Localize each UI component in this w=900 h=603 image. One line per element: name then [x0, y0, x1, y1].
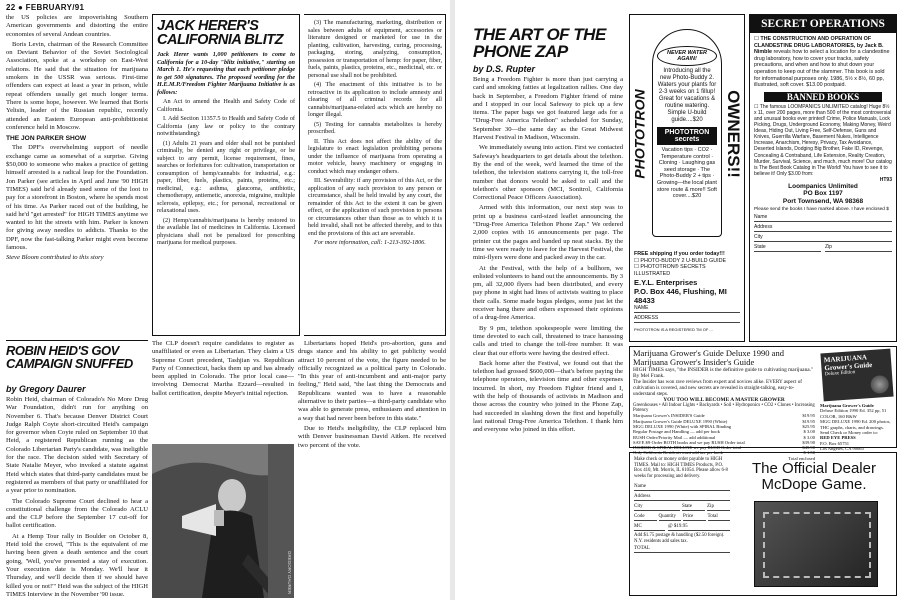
phototron-brand: PHOTOTRON — [632, 89, 649, 179]
growers-guide-ad — [629, 346, 897, 461]
phonezap-headline: THE ART OF THE PHONE ZAP — [473, 25, 606, 61]
price-value: $19.95 — [802, 418, 815, 424]
send-to: Send Check or Money order to: — [820, 430, 879, 436]
col1-paragraph: The DPF's overwhelming support of needle exchange came as somewhat of a surprise. Giving $50,000 to someone who makes a practice of getting himself arrested is a radical leap for the Foundation. Jon Parker (see articles in April and June '90 HIGH TIMES) said he'd already used some of the loot to pay for a storefront in Boston, where he spends most of his time. As Parker raced out of the building, he said he'd "get arrested" for HIGH TIMES anytime we wanted to hit the streets with him. Parker is known for giving away needles to addicts. Thanks to the DPF, now the fast-talking Parker might even become famous. — [6, 144, 148, 252]
banned-books-header: BANNED BOOKS — [764, 92, 882, 102]
page-folio: 22 ● FEBRUARY/91 — [6, 3, 85, 12]
jon-parker-subhead: THE JON PARKER SHOW — [6, 135, 87, 143]
eyl-company: E.Y.L. Enterprises — [634, 278, 698, 288]
mcdope-tax: N.Y. residents add sales tax. — [634, 538, 688, 544]
price-value: $ 3.00 — [803, 434, 815, 440]
address-field[interactable]: ADDRESS — [634, 315, 740, 323]
heid-paragraph: The Colorado Supreme Court declined to hear a constitutional challenge from the Colorado ACLU and the CLP before the September 17 cut-off for ballot certification. — [6, 497, 148, 530]
order-option-1[interactable]: ☐ PHOTO-BUDDY 2 U-BUILD GUIDE — [634, 257, 727, 264]
mcdope-shipping: Add $1.75 postage & handling ($2.50 foreign). — [634, 533, 725, 539]
mcdope-unit-price: @ $19.95 — [668, 523, 730, 531]
drug-lab-title: THE CONSTRUCTION AND OPERATION OF CLANDESTINE DRUG LABORATORIES, by Jack B. Nimble — [754, 36, 884, 56]
mcdope-zip-field[interactable]: Zip — [707, 503, 730, 511]
order-option-2[interactable]: ☐ PHOTOTRON® SECRETS ILLUSTRATED — [634, 264, 706, 277]
master-grower: YOU TOO WILL BECOME A MASTER GROWER — [663, 397, 785, 404]
secret-operations-header: SECRET OPERATIONS — [750, 15, 896, 33]
loompanics-city-field[interactable]: City — [754, 234, 892, 242]
red-eye-city: Los Angeles, CA 90065 — [820, 446, 864, 452]
herer-paragraph: An Act to amend the Health and Safety Code of California. — [157, 98, 295, 113]
herer-info: For more information, call: 1-213-392-1806. — [314, 239, 426, 246]
ad-code: HT93 — [879, 176, 892, 183]
side-detail-2: MGG DELUXE 1990 Ed. 200 photos, THC graphs, charts, and drawings. — [820, 419, 891, 430]
herer-paragraph: I. Add Section 11357.5 to Health and Safety Code of California (any law or policy to the contrary notwithstanding): — [157, 115, 295, 137]
loompanics-city: Port Townsend, WA 98368 — [782, 197, 864, 205]
heid-bullhorn-photo — [152, 444, 294, 598]
mcdope-ad — [629, 452, 897, 596]
mcdope-qty-row — [634, 513, 730, 523]
heid-header — [6, 340, 148, 384]
price-value: $25.95 — [802, 424, 815, 429]
price-value: $45.90 — [802, 445, 815, 451]
right-page — [455, 0, 900, 600]
never-water-burst: NEVER WATER AGAIN! — [657, 46, 717, 66]
column-1 — [6, 14, 148, 336]
state-zip-row — [754, 244, 892, 254]
loompanics-address-field[interactable]: Address — [754, 224, 892, 232]
mcdope-price-field[interactable]: Price — [683, 513, 706, 521]
herer-paragraph: (4) The enactment of this initiative is to be retroactive in its application to include amnesty and clearing of all criminal records for all cannabis/marijuana-related acts which are hereby no longer illegal. — [308, 81, 442, 118]
phonezap-paragraph: By 9 pm, telethon spokespeople were limiting the time devoted to each call, threatened to trace harassing calls and tried to change the toll-free number. It was clear that our efforts were having the desired effect. — [473, 324, 623, 357]
mcdope-quantity-field[interactable]: Quantity — [659, 513, 682, 521]
loompanics-state-field[interactable]: State — [754, 244, 821, 252]
book-cover-sub: Deluxe Edition — [824, 370, 856, 378]
heid-paragraph: At a Hemp Tour rally in Boulder on October 8, Heid told the crowd, "This is the equivalent of me having been given a death sentence and the court going, 'Well, you've presented a stay of execution. Your execution date is Monday. We'll hear it Thursday, and we'll decide then if we should have killed you or not!'" Heid was the subject of the HIGH TIMES Interview in the November '90 issue. — [6, 532, 148, 598]
mcdope-mc-row — [634, 523, 730, 533]
herer-lede: Jack Herer wants 1,000 petitioners to come to California for a 10-day "blitz initiative," starting on March 1. He's requesting that each petitioner pledge to get 500 signatures. The proposed wording for the H.E.M.P./Freedom Fighter Marijuana Initiative is as follows: — [157, 51, 295, 96]
enclosed-note: Please send the books I have marked above. I have enclosed $ — [754, 207, 889, 213]
free-shipping: FREE shipping if you order today!!! — [634, 251, 725, 257]
loompanics-ad — [749, 14, 897, 342]
heid-paragraph: The CLP doesn't require candidates to register as unaffiliated or even as Libertarian. They claim a US Supreme Court precedent, Tashjian vs. Republican Party of Connecticut, backs them up and has already been applied in Colorado. The prior local case—involving Democrat Martha Ezzard—resulted in ballot certification, despite Meyer's initial rejection. — [152, 340, 294, 397]
herer-box — [152, 14, 300, 336]
red-eye-press: RED EYE PRESS — [820, 435, 856, 441]
bullhorn-figure-icon — [152, 444, 294, 598]
trademark-note: PHOTOTRON IS A REGISTERED TM OF ... — [634, 327, 713, 333]
leaf-icon — [870, 375, 889, 394]
herer-paragraph: II. This Act does not affect the ability of the legislature to enact legislation prohibiting persons under the influence of marijuana from operating a motor vehicle, heavy machinery or engaging in conduct which may endanger others. — [308, 137, 442, 175]
mcdope-city-field[interactable]: City — [634, 503, 680, 511]
catalog-description: The famous LOOMPANICS UNLIMITED catalog! Huge 8½ x 11, over 200 pages, more than 500 of the most controversial and unusual books ever printed! Crime, Police Manuals, Lock Picking, Drugs, Underground Economy, Making Money, Weird Ideas, Hiding Out, Living Free, Self-Defense, Guns and Knives, Guerrilla Warfare, Basement Nukes, Intelligence Increase, Anarchism, Heresy, Privacy, Tax Avoidance, Deserted Islands, Dodging Big Brother, Fake ID, Revenge, Concealing & Contraband, Life Extension, Reality Creation, Murder, Survival, Science, and much, much more! Our catalog is The Best Book Catalog in The World! You have to see it to believe it! Only $3.00 from: — [754, 103, 892, 177]
owners-vertical — [724, 19, 742, 249]
secrets-banner: PHOTOTRON secrets — [657, 127, 717, 145]
loompanics-body — [750, 33, 896, 257]
mcdope-address-field[interactable]: Address — [634, 493, 730, 501]
heid-paragraph: Libertarians hoped Heid's pro-abortion, guns and drugs stance and his ability to get publicity would attract 10 percent of the vote, the figure needed to be officially recognized as a political party in Colorado. "In this year of anti-incumbent and anti-major party feeling," Heid said, "the last thing the Democrats and Republicans wanted was to have a reasonable alternative to their parties—a third-party candidate who was able to generate press, enthusiasm and attention in a way that had never been before in this state." — [298, 340, 446, 422]
mcdope-mc-field[interactable]: MC — [634, 523, 665, 531]
price-item: Regular Postage and Handling — add per book — [633, 429, 720, 435]
phototron-panel — [652, 29, 722, 237]
price-value: $ 3.00 — [803, 429, 815, 435]
loompanics-name-field[interactable]: Name — [754, 214, 892, 222]
col1-paragraph: the US policies are impoverishing Southern American governments and distorting the entire economies of several Andean countries. — [6, 14, 148, 38]
growers-title: Marijuana Grower's Guide Deluxe 1990 and Marijuana Grower's Insider's Guide — [633, 348, 784, 367]
mcdope-total[interactable]: TOTAL — [634, 545, 730, 553]
mcdope-city-row — [634, 503, 730, 513]
growers-sidebar — [820, 403, 894, 452]
loompanics-po: PO Box 1197 — [803, 190, 843, 198]
loompanics-address — [754, 183, 892, 206]
phototron-vertical — [632, 19, 648, 249]
herer-paragraph: (1) Adults 21 years and older shall not be punished criminally, be denied any right or privilege, or be subject to any permit, license requirement, fines, searches or forfeitures for: cultivation, transportation or consumption of hemp/cannabis for industrial, e.g.: paper, fiber, fuels, plastics, paints, proteins, etc.; medicinal, e.g.: asthma, glaucoma, antibiotic, chemotherapy, antiemetic, anorexia, migraine, multiple sclerosis, epilepsy, etc.; for personal, recreational or relaxational uses. — [157, 139, 295, 214]
heid-column-1 — [6, 396, 148, 598]
photo-credit: GREGORY DAURER — [287, 550, 292, 594]
herer-paragraph: (2) Hemp/cannabis/marijuana is hereby restored to the available list of medicines in California. Licensed physicians shall not be penalized for prescribing marijuana for medical purposes. — [157, 216, 295, 246]
drug-lab-book[interactable]: ☐ THE CONSTRUCTION AND OPERATION OF CLANDESTINE DRUG LABORATORIES, by Jack B. Nimble reveals how to select a location for a clandestine drug laboratory, how to cover your tracks, safety precautions, and when and how to shut down your operation to keep out of the slammer. This book is sold for informational purposes only. 1986, 5½ x 8½, 60 pp, illustrated, soft cover. $13.00 postpaid. — [754, 36, 890, 89]
side-title: Marijuana Grower's Guide — [820, 403, 874, 408]
drug-lab-description: reveals how to select a location for a clandestine drug laboratory, how to cover your tracks, safety precautions, and when and how to shut down your operation to keep out of the slammer. This book is sold for informational purposes only. 1986, 5½ x 8½, 60 pp, illustrated, soft cover. $13.00 postpaid. — [754, 49, 890, 89]
herer-paragraph: (3) The manufacturing, marketing, distribution or sales between adults of equipment, accessories or literature designed or marketed for use in the planting, cultivation, harvesting, curing, processing, packaging, storing, analyzing, consumption, possession or transportation of hemp: for paper, fiber, fuels, paints, plastics, proteins, etc., medicinal, etc. or personal use shall not be prohibited. — [308, 19, 442, 79]
phototron-owners: OWNERS!! — [724, 90, 744, 178]
game-box-image — [754, 501, 878, 587]
secrets-copy: Vacation tips · CO2 · Temperature control · Cloning · Laughing gas seed storage · The Photo-Buddy 2 + tips · Growing—the local plant store route & more!! Soft cover....$20 — [657, 147, 717, 200]
price-item: Marijuana Grower's INSIDER'S Guide — [633, 413, 705, 419]
mcdope-code-field[interactable]: Code — [634, 513, 657, 521]
growers-topics: Greenhouses • All Indoor Lights • Backyards • Soil • Hydroponics • CO2 • Clones • Increasing Potency — [633, 403, 815, 414]
phonezap-paragraph: Being a Freedom Fighter is more than just carrying a card and smoking fatties at legalization rallies. One day back in September, a Freedom Fighter friend of mine and I stopped in our local Safeway to pick up a few items. The paper bags we got featured large ads for a "Drug-Free America Telethon" scheduled for Sunday, September 30—the same day as the Great Midwest Harvest Festival in Madison, Wisconsin. — [473, 76, 623, 142]
herer-text — [157, 51, 295, 333]
phonezap-paragraph: Armed with this information, our next step was to print up a business card-sized leaflet announcing the "Drug-Free America Telethon Phone Zap." We ordered 2,000 copies with 16 announcements per page. The printer cut the pages and banded up neat stacks. By the time we were ready to leave for the Harvest Festival, the mini-flyers were done and packed away in the car. — [473, 204, 623, 262]
price-item: Marijuana Grower's Guide DELUXE 1990 (White) — [633, 418, 728, 424]
name-field[interactable]: NAME — [634, 305, 740, 313]
growers-pitch: The Insider has won rave reviews from expert and novices alike. EVERY aspect of cultivation is covered, and new secrets are revealed in straight-talking, easy-to-understand steps. — [633, 379, 802, 398]
mcdope-total-field[interactable]: Total — [708, 513, 731, 521]
mcdope-title: The Official Dealer McDope Game. — [752, 460, 876, 493]
game-board-icon — [763, 512, 871, 578]
price-value: $ 1.50 — [803, 450, 815, 456]
mcdope-state-field[interactable]: State — [682, 503, 705, 511]
phototron-ad — [629, 14, 745, 342]
order-option-1-label: PHOTO-BUDDY 2 U-BUILD GUIDE — [640, 257, 727, 264]
phonezap-text — [473, 76, 623, 598]
heid-byline: by Gregory Daurer — [6, 384, 86, 394]
story-credit: Steve Bloom contributed to this story — [6, 254, 104, 262]
herer-paragraph: (5) Testing for cannabis metabolites is hereby proscribed. — [308, 120, 442, 135]
order-option-2-label: PHOTOTRON® SECRETS ILLUSTRATED — [634, 264, 706, 277]
eyl-address: P.O. Box 446, Flushing, MI 48433 — [634, 287, 727, 306]
loompanics-company: Loompanics Unlimited — [788, 182, 858, 190]
catalog-item[interactable]: ☐ The famous LOOMPANICS UNLIMITED catalog! Huge 8½ x 11, over 200 pages, more than 500 of the most controversial and unusual books ever printed! Crime, Police Manuals, Lock Picking, Drugs, Underground Economy, Making Money, Weird Ideas, Hiding Out, Living Free, Self-Defense, Guns and Knives, Guerrilla Warfare, Basement Nukes, Intelligence Increase, Anarchism, Heresy, Privacy, Tax Avoidance, Deserted Islands, Dodging Big Brother, Fake ID, Revenge, Concealing & Contraband, Life Extension, Reality Creation, Murder, Survival, Science, and much, much more! Our catalog is The Best Book Catalog in The World! You have to see it to believe it! Only $3.00 from: — [754, 103, 892, 177]
herer-box-continued — [304, 14, 446, 336]
side-detail: Deluxe Edition 1990 Ed. 352 pp, 51 COLOR, 160 B&W — [820, 408, 887, 419]
price-item: RUSH Order/Priority Mail — add additional — [633, 434, 716, 440]
total-enclosed: Total enclosed — [788, 455, 815, 461]
phonezap-paragraph: We immediately swung into action. First we contacted Safeway's headquarters to get details about the telethon. By the end of the week, we'd learned the time of the telethon, the television stations carrying it, the toll-free number that donors would be asked to call and the telethon's other sponsors (MCI, Sonitrol, California Correctional Peace Officers Association). — [473, 144, 623, 202]
growers-quote: HIGH TIMES says, "the INSIDER is the definitive guide to cultivating marijuana." By Mel Frank. — [633, 367, 814, 380]
phonezap-paragraph: At the Festival, with the help of a bullhorn, we enlisted volunteers to hand out the announcements. By 3 pm, all 32,000 flyers had been distributed, and every pay phone in sight had lines of activists waiting to place their calls. Some made bogus pledges, some just let the receiver hang there and others expressed their opinions of a drug-free America. — [473, 264, 623, 322]
phonezap-byline: by D.S. Rupter — [473, 64, 536, 74]
phototron-order-form — [634, 251, 740, 332]
loompanics-zip-field[interactable]: Zip — [825, 244, 892, 252]
book-cover-image — [820, 349, 893, 402]
herer-paragraph: III. Severability: if any provision of this Act, or the application of any such provision to any person or circumstance, shall be held invalid by any court, the remainder of this Act to the extent it can be given effect, or the application of such provision to persons or circumstances other than those as to which it is held invalid, shall not be affected thereby, and to this end the provisions of this act are severable. — [308, 177, 442, 237]
heid-column-3 — [298, 340, 446, 598]
red-eye-po: P.O. Box 65751 — [820, 440, 850, 446]
phonezap-paragraph: Back home after the Festival, we found out that the telethon had grossed $600,000—that's before paying the telephone operators, television time and other expenses incurred. In short, my Freedom Fighter friend and I, with the help of thousands of activists in Madison and those across the country who joined in the Phone Zap, had succeeded in slashing down the first and hopefully last national Drug-Free America Telethon. I thank him and everyone who joined in this effort. — [473, 359, 623, 434]
col1-paragraph: Boris Levin, chairman of the Research Committee on Deviant Behavior of the Soviet Sociological Association, spoke at a workshop on East-West relations. He said that the situation for marijuana smokers in the USSR was serious. First-time offenders can expect at least a year in prison, while repeat offenders usually get much longer terms. There is some hope, however. We learned that Boris Yeltsin, leader of the Russian republic, recently attended an Eastern European anti-prohibitionist conference held in Moscow. — [6, 40, 148, 131]
book-cover-title: MARIJUANA Grower's Guide — [823, 353, 873, 373]
left-page — [0, 0, 450, 600]
heid-column-2 — [152, 340, 294, 440]
price-item: MGG DELUXE 1990 (White) with SPIRAL Binding — [633, 424, 732, 429]
mcdope-order-form — [634, 457, 730, 555]
herer-headline: JACK HERER'S CALIFORNIA BLITZ — [157, 18, 283, 48]
price-item: Only California Residents must add tax per book — [633, 450, 723, 456]
photo-buddy-copy: Introducing all the new Photo-Buddy 2. Waters your plants for 2-3 weeks on 1 fillup! Great for vacations & routine watering. Simple U-build guide....$20 — [657, 68, 717, 123]
mcdope-name-field[interactable]: Name — [634, 483, 730, 491]
herer-text-continued — [308, 19, 442, 333]
price-item: INSIDER & SPIRAL DELUXE we pay RUSH Order total — [633, 445, 742, 451]
mcdope-intro: Make check or money order payable to HIGH TIMES. Mail to: HIGH TIMES Products, P.O. Box 410, Mt. Morris, IL 61054. Please allow 6-8 weeks for processing and delivery. — [634, 457, 728, 479]
heid-paragraph: Due to Heid's ineligibility, the CLP replaced him with Denver businessman David Aitken. He received two percent of the vote. — [298, 424, 446, 449]
price-value: $19.95 — [802, 413, 815, 419]
heid-headline: ROBIN HEID'S GOV CAMPAIGN SNUFFED — [6, 343, 133, 371]
heid-paragraph: Robin Heid, chairman of Colorado's No More Drug War Foundation, didn't run for anything on November 6. That's because Denver District Court Judge Ralph Coyte short-circuited Heid's campaign for governor when Coyte ruled on September 10 that Heid, a registered Republican running as the Colorado Libertarian Party's candidate, was ineligible for the race. The decision sided with Secretary of State Natalie Meyer, who invoked a statute against Heid which states that third-party candidates must be registered as members of that party or unaffiliated for a year prior to nomination. — [6, 396, 148, 495]
price-item: SAVE $9·Order BOTH books and we pay RUSH Order total — [633, 439, 745, 445]
price-value: $39.90 — [802, 439, 815, 445]
